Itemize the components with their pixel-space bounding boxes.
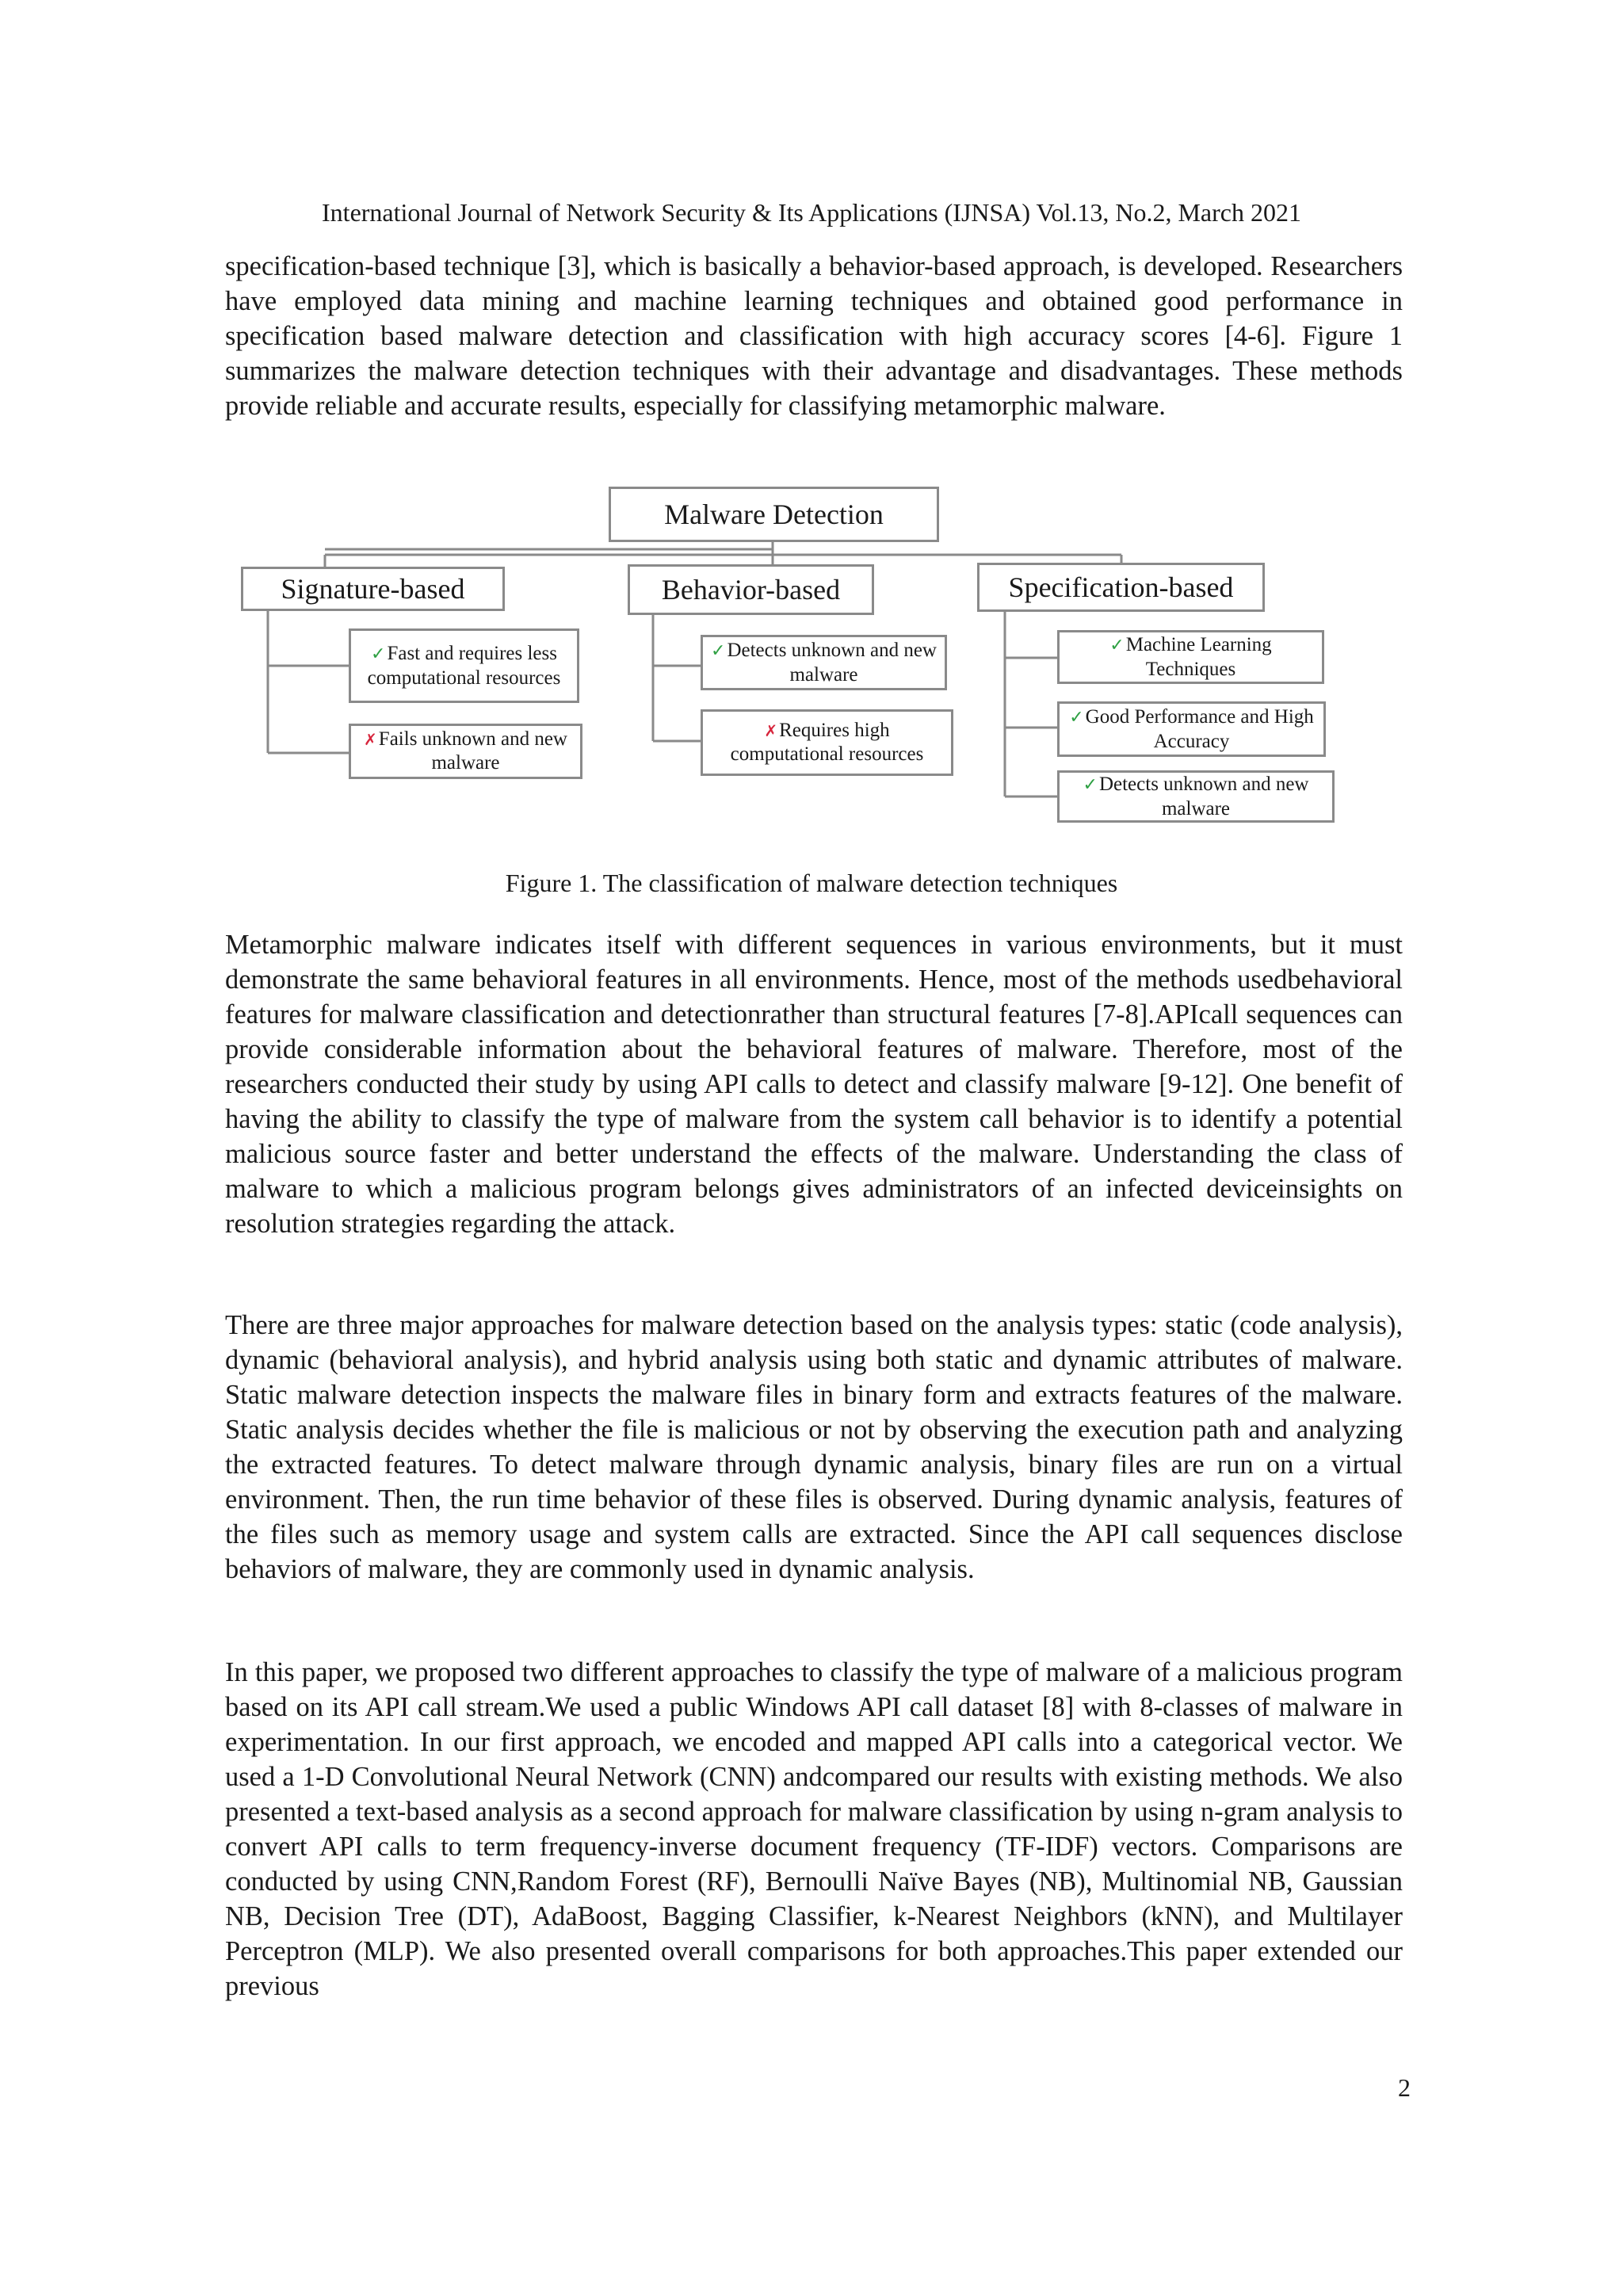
node-specification-based-label: Specification-based	[1008, 571, 1234, 603]
leaf-signature-pro-text: Fast and requires less computational resources	[367, 642, 561, 689]
leaf-signature-pro	[349, 628, 579, 703]
running-header: International Journal of Network Security & Its Applications (IJNSA) Vol.13, No.2, March 2021	[322, 198, 1301, 227]
leaf-specification-pro-3	[1057, 770, 1335, 823]
paragraph-analysis-approaches: There are three major approaches for malware detection based on the analysis types: static (code analysis), dynamic (behavioral analysis), and hybrid analysis using both static and dynamic attributes of malware. Static malware detection inspects the malware files in binary form and extracts features of the malware. Static analysis decides whether the file is malicious or not by observing the execution path and analyzing the extracted features. To detect malware through dynamic analysis, binary files are run on a virtual environment. Then, the run time behavior of these files is observed. During dynamic analysis, features of the files such as memory usage and system calls are extracted. Since the API call sequences disclose behaviors of malware, they are commonly used in dynamic analysis.	[225, 1310, 1403, 1584]
paragraph-proposed-approach: In this paper, we proposed two different approaches to classify the type of malware of a malicious program based on its API call stream.We used a public Windows API call dataset [8] with 8-classes of malware in experimentation. In our first approach, we encoded and mapped API calls into a categorical vector. We used a 1-D Convolutional Neural Network (CNN) andcompared our results with existing methods. We also presented a text-based analysis as a second approach for malware classification by using n-gram analysis to convert API calls to term frequency-inverse document frequency (TF-IDF) vectors. Comparisons are conducted by using CNN,Random Forest (RF), Bernoulli Naïve Bayes (NB), Multinomial NB, Gaussian NB, Decision Tree (DT), AdaBoost, Bagging Classifier, k-Nearest Neighbors (kNN), and Multilayer Perceptron (MLP). We also presented overall comparisons for both approaches.This paper extended our previous	[225, 1657, 1403, 2001]
check-icon: ✓	[711, 640, 726, 661]
page-number: 2	[1398, 2073, 1411, 2102]
leaf-specification-pro-1	[1057, 630, 1324, 684]
node-signature-based-label: Signature-based	[281, 573, 465, 605]
check-icon: ✓	[371, 644, 386, 664]
check-icon: ✓	[1069, 707, 1084, 728]
check-icon: ✓	[1109, 635, 1125, 655]
leaf-specification-pro-2-text: Good Performance and High Accuracy	[1085, 705, 1314, 752]
paragraph-intro-continued: specification-based technique [3], which is basically a behavior-based approach, is developed. Researchers have employed data mining and machine learning techniques and obtained good performance in specification based malware detection and classification with high accuracy scores [4-6]. Figure 1 summarizes the malware detection techniques with their advantage and disadvantages. These methods provide reliable and accurate results, especially for classifying metamorphic malware.	[225, 251, 1403, 421]
leaf-specification-pro-1-text: Machine Learning Techniques	[1125, 633, 1272, 680]
leaf-behavior-pro-text: Detects unknown and new malware	[727, 639, 937, 686]
node-malware-detection-label: Malware Detection	[664, 499, 884, 530]
figure-1-malware-detection-tree	[0, 0, 1623, 856]
node-specification-based	[977, 563, 1265, 612]
leaf-behavior-pro	[701, 635, 947, 690]
node-behavior-based-label: Behavior-based	[661, 574, 841, 606]
cross-icon: ✗	[764, 721, 778, 740]
leaf-behavior-con-text: Requires high computational resources	[730, 720, 924, 765]
node-behavior-based	[628, 564, 874, 615]
leaf-behavior-con	[701, 709, 953, 776]
check-icon: ✓	[1083, 774, 1098, 795]
figure-caption: Figure 1. The classification of malware detection techniques	[505, 869, 1118, 897]
leaf-specification-pro-2	[1057, 701, 1326, 757]
leaf-signature-con	[349, 724, 582, 779]
cross-icon: ✗	[364, 730, 377, 749]
node-signature-based	[241, 567, 505, 611]
node-malware-detection	[609, 487, 939, 542]
leaf-specification-pro-3-text: Detects unknown and new malware	[1098, 773, 1309, 819]
paragraph-metamorphic-malware: Metamorphic malware indicates itself with different sequences in various environments, but it must demonstrate the same behavioral features in all environments. Hence, most of the methods usedbehavioral features for malware classification and detectionrather than structural features [7-8].APIcall sequences can provide considerable information about the behavioral features of malware. Therefore, most of the researchers conducted their study by using API calls to detect and classify malware [9-12]. One benefit of having the ability to classify the type of malware from the system call behavior is to identify a potential malicious source faster and better understand the effects of the malware. Understanding the class of malware to which a malicious program belongs gives administrators of an infected deviceinsights on resolution strategies regarding the attack.	[225, 930, 1403, 1239]
leaf-signature-con-text: Fails unknown and new malware	[378, 728, 567, 774]
